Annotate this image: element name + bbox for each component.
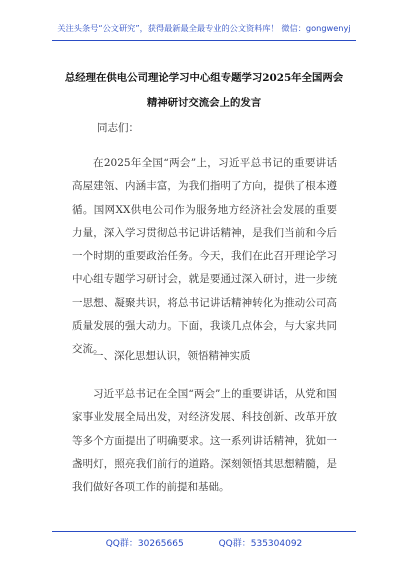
page-header-text: 关注头条号“公文研究”，获得最新最全最专业的公文资料库！ 微信：gongwenyj — [57, 23, 351, 33]
page-footer — [0, 536, 408, 549]
header-divider — [52, 40, 356, 41]
body-paragraph-2: 习近平总书记在全国“两会”上的重要讲话，从党和国家事业发展全局出发，对经济发展、科技创新、改革开放等多个方面提出了明确要求。这一系列讲话精神，犹如一盏明灯，照亮我们前行的道路。深刻领悟其思想精髓，是我们做好各项工作的前提和基础。 — [72, 388, 337, 494]
footer-qq-group-2: QQ群：535304092 — [218, 539, 303, 549]
footer-divider — [52, 531, 356, 532]
section-heading-1: 一、深化思想认识，领悟精神实质 — [93, 350, 251, 362]
footer-qq-group-1: QQ群：30265665 — [105, 539, 184, 549]
document-title: 总经理在供电公司理论学习中心组专题学习2025年全国两会精神研讨交流会上的发言 — [64, 72, 344, 109]
salutation: 同志们： — [97, 122, 139, 134]
body-paragraph-1: 在2025年全国“两会”上，习近平总书记的重要讲话高屋建瓴、内涵丰富，为我们指明了方向，提供了根本遵循。国网XX供电公司作为服务地方经济社会发展的重要力量，深入学习贯彻总书记讲话精神，是我们当前和今后一个时期的重要政治任务。今天，我们在此召开理论学习中心组专题学习研讨会，就是要通过深入研讨，进一步统一思想、凝聚共识，将总书记讲话精神转化为推动公司高质量发展的强大动力。下面，我谈几点体会，与大家共同交流。 — [72, 157, 337, 356]
